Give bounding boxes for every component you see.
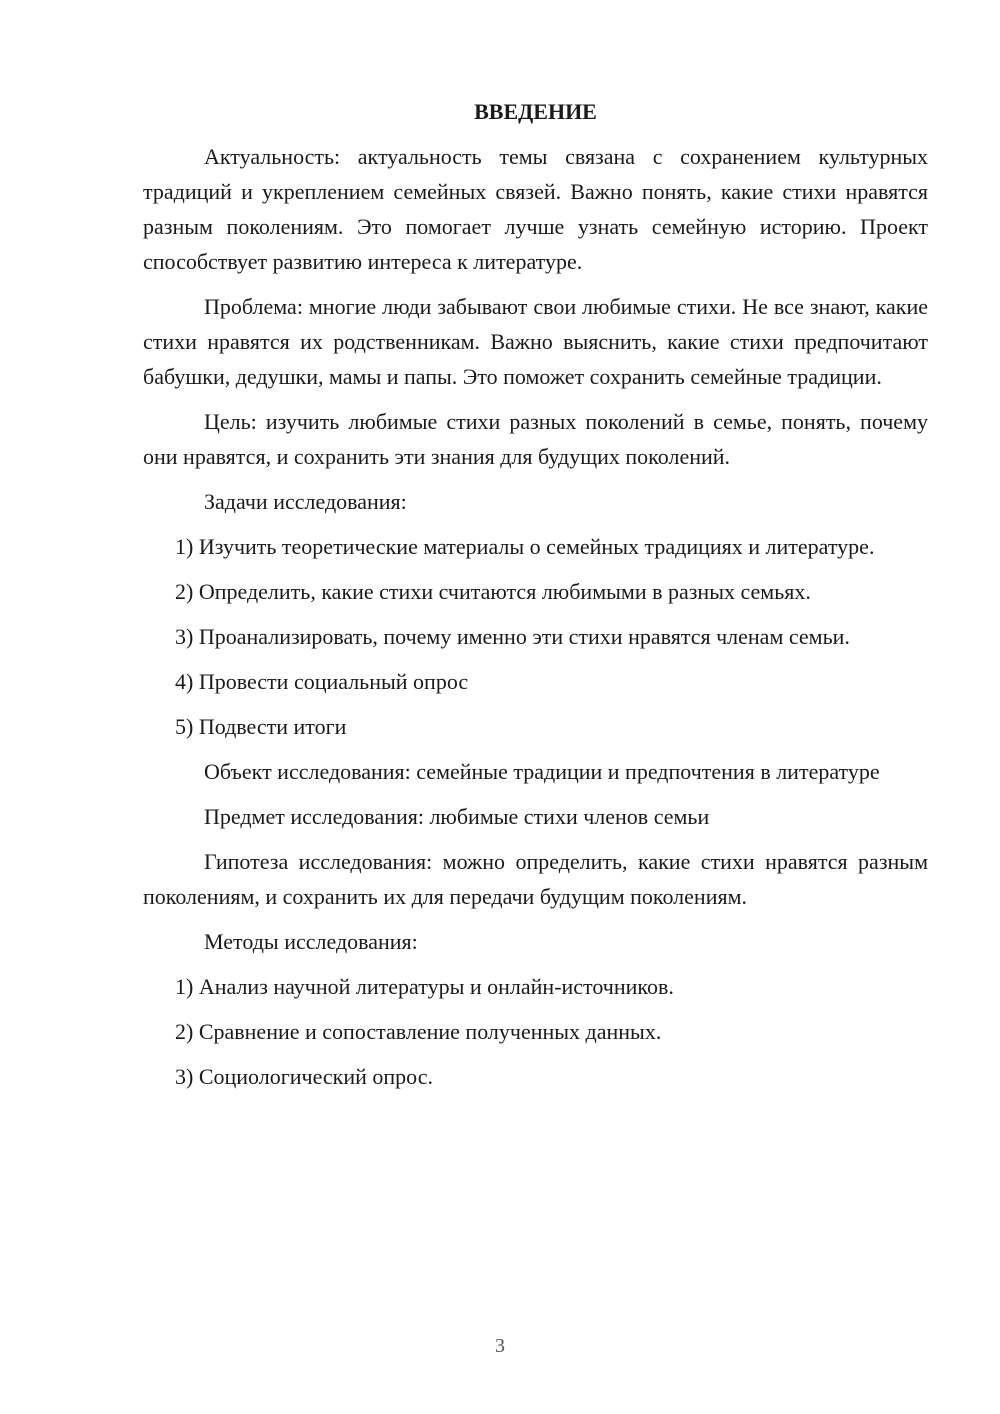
page-content bbox=[143, 94, 928, 1104]
object-paragraph: Объект исследования: семейные традиции и предпочтения в литературе bbox=[204, 759, 880, 784]
method-item-1: 1) Анализ научной литературы и онлайн-источников. bbox=[175, 974, 674, 999]
methods-heading: Методы исследования: bbox=[204, 929, 418, 954]
tasks-heading: Задачи исследования: bbox=[204, 489, 407, 514]
task-item-2: 2) Определить, какие стихи считаются любимыми в разных семьях. bbox=[175, 579, 811, 604]
hypothesis-paragraph: Гипотеза исследования: можно определить, какие стихи нравятся разным поколениям, и сохранить их для передачи будущим поколениям. bbox=[143, 849, 928, 909]
task-item-1: 1) Изучить теоретические материалы о семейных традициях и литературе. bbox=[175, 534, 875, 559]
task-item-5: 5) Подвести итоги bbox=[175, 714, 347, 739]
section-title: ВВЕДЕНИЕ bbox=[474, 99, 597, 124]
method-item-2: 2) Сравнение и сопоставление полученных данных. bbox=[175, 1019, 662, 1044]
task-item-3: 3) Проанализировать, почему именно эти стихи нравятся членам семьи. bbox=[175, 624, 850, 649]
subject-paragraph: Предмет исследования: любимые стихи членов семьи bbox=[204, 804, 710, 829]
problem-paragraph: Проблема: многие люди забывают свои любимые стихи. Не все знают, какие стихи нравятся их родственникам. Важно выяснить, какие стихи предпочитают бабушки, дедушки, мамы и папы. Это поможет сохранить семейные традиции. bbox=[143, 294, 928, 389]
relevance-paragraph: Актуальность: актуальность темы связана с сохранением культурных традиций и укреплением семейных связей. Важно понять, какие стихи нравятся разным поколениям. Это помогает лучше узнать семейную историю. Проект способствует развитию интереса к литературе. bbox=[143, 144, 928, 274]
method-item-3: 3) Социологический опрос. bbox=[175, 1064, 433, 1089]
goal-paragraph: Цель: изучить любимые стихи разных поколений в семье, понять, почему они нравятся, и сохранить эти знания для будущих поколений. bbox=[143, 409, 928, 469]
page-number: 3 bbox=[495, 1335, 505, 1357]
task-item-4: 4) Провести социальный опрос bbox=[175, 669, 469, 694]
